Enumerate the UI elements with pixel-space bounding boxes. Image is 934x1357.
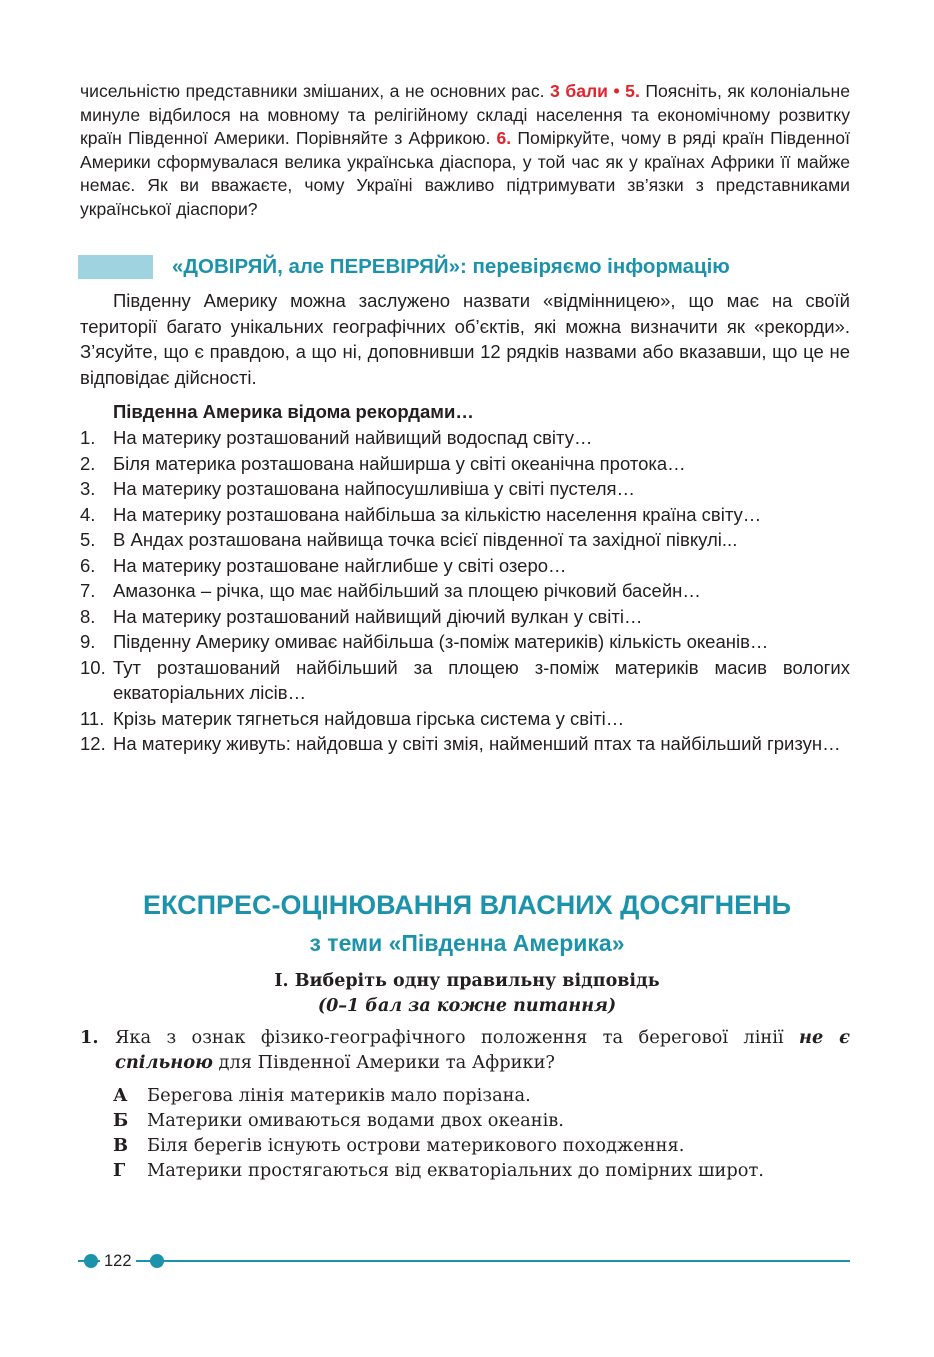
option-letter: А	[113, 1085, 128, 1106]
list-item	[80, 451, 850, 477]
footer-dot-icon	[150, 1254, 164, 1268]
answer-option	[113, 1083, 850, 1108]
footer-rule	[78, 1260, 850, 1262]
item-number: 5.	[80, 529, 96, 550]
item-text: Південну Америку омиває найбільша (з-поміж материків) кількість океанів…	[113, 631, 769, 652]
item-number: 4.	[80, 503, 96, 525]
option-text: Біля берегів існують острови материкового походження.	[147, 1135, 685, 1156]
section-marker-bar	[78, 255, 153, 279]
question-text	[115, 1025, 850, 1075]
question-number: 1.	[80, 1027, 99, 1048]
assessment-subtitle: з теми «Південна Америка»	[309, 930, 625, 956]
footer-dot-icon	[84, 1254, 98, 1268]
item-text: На материку розташована найпосушливіша у світі пустеля…	[113, 478, 636, 499]
question-5-text: Поясніть, як колоніальне минуле відбилося на мовному та релігійному складі населення та економічному розвитку країн Південної Америки. Порівняйте з Африкою.	[80, 81, 850, 149]
item-number: 3.	[80, 478, 96, 499]
option-letter: В	[113, 1135, 129, 1156]
records-list	[80, 425, 850, 757]
item-number: 6.	[80, 554, 96, 576]
item-number: 10.	[80, 656, 106, 678]
part-title: І. Виберіть одну правильну відповідь	[274, 971, 660, 991]
option-text: Берегова лінія материків мало порізана.	[147, 1085, 531, 1106]
list-item	[80, 553, 850, 579]
item-text: Амазонка – річка, що має найбільший за площею річковий басейн…	[113, 580, 701, 601]
list-item	[80, 502, 850, 528]
list-item	[80, 476, 850, 502]
option-text: Материки простягаються від екваторіальних до помірних широт.	[147, 1160, 764, 1181]
item-number: 12.	[80, 733, 106, 754]
list-item	[80, 604, 850, 630]
item-number: 8.	[80, 605, 96, 627]
item-text: Біля материка розташована найширша у світі океанічна протока…	[113, 452, 686, 474]
item-text: Тут розташований найбільший за площею з-поміж материків масив вологих екваторіальних лісів…	[113, 656, 850, 703]
answer-option	[113, 1108, 850, 1133]
item-text: На материку розташована найбільша за кількістю населення країна світу…	[113, 503, 762, 525]
part-scoring-note: (0–1 бал за кожне питання)	[317, 996, 617, 1016]
option-letter: Б	[113, 1110, 129, 1131]
list-item	[80, 629, 850, 655]
question-6-number: 6.	[496, 128, 512, 149]
page-number: 122	[100, 1250, 136, 1272]
question-text-start: Яка з ознак фізико-географічного положення та берегової лінії	[115, 1027, 799, 1048]
list-item	[80, 731, 850, 757]
section-paragraph: Південну Америку можна заслужено назвати «відмінницею», що має на своїй території багато унікальних географічних об’єктів, які можна визначити як «рекорди». З’ясуйте, що є правдою, а що ні, доповнивши 12 рядків назвами або вказавши, що це не відповідає дійсності.	[80, 290, 850, 388]
item-number: 7.	[80, 580, 96, 601]
item-number: 1.	[80, 427, 96, 448]
assessment-title: ЕКСПРЕС-ОЦІНЮВАННЯ ВЛАСНИХ ДОСЯГНЕНЬ	[142, 890, 792, 920]
answer-option	[113, 1158, 850, 1183]
list-item	[80, 425, 850, 451]
intro-paragraph	[80, 80, 850, 222]
answer-option	[113, 1133, 850, 1158]
item-number: 11.	[80, 707, 105, 729]
item-text: На материку живуть: найдовша у світі змія, найменший птах та найбільший гризун…	[113, 733, 841, 754]
question-1	[80, 1025, 850, 1075]
list-item	[80, 655, 850, 706]
item-text: В Андах розташована найвища точка всієї південної та західної півкулі...	[113, 529, 738, 550]
records-list-heading: Південна Америка відома рекордами…	[113, 401, 474, 422]
section-title: «ДОВІРЯЙ, але ПЕРЕВІРЯЙ»: перевіряємо інформацію	[172, 255, 730, 278]
page-footer	[78, 1250, 850, 1272]
item-text: Крізь материк тягнеться найдовша гірська система у світі…	[113, 707, 625, 729]
score-label: 3 бали • 5.	[550, 81, 640, 101]
list-item	[80, 578, 850, 604]
option-letter: Г	[113, 1160, 126, 1181]
question-text-end: для Південної Америки та Африки?	[212, 1052, 555, 1073]
item-text: На материку розташоване найглибше у світі озеро…	[113, 554, 567, 576]
item-text: На материку розташований найвищий діючий вулкан у світі…	[113, 605, 643, 627]
question-emphasis: не є спільною	[115, 1027, 850, 1073]
section-header	[78, 253, 858, 283]
list-item	[80, 527, 850, 553]
question-6-text: Поміркуйте, чому в ряді країн Південної Америки сформувалася велика українська діаспора, у той час як у країнах Африки її майже немає. Як ви вважаєте, чому Україні важливо підтримувати зв’язки з представниками української діаспори?	[80, 128, 850, 219]
item-number: 9.	[80, 631, 96, 652]
item-number: 2.	[80, 452, 96, 474]
item-text: На материку розташований найвищий водоспад світу…	[113, 427, 593, 448]
intro-text-start: чисельністю представники змішаних, а не основних рас.	[80, 81, 551, 101]
option-text: Материки омиваються водами двох океанів.	[147, 1110, 564, 1131]
list-item	[80, 706, 850, 732]
answer-options	[113, 1083, 850, 1183]
